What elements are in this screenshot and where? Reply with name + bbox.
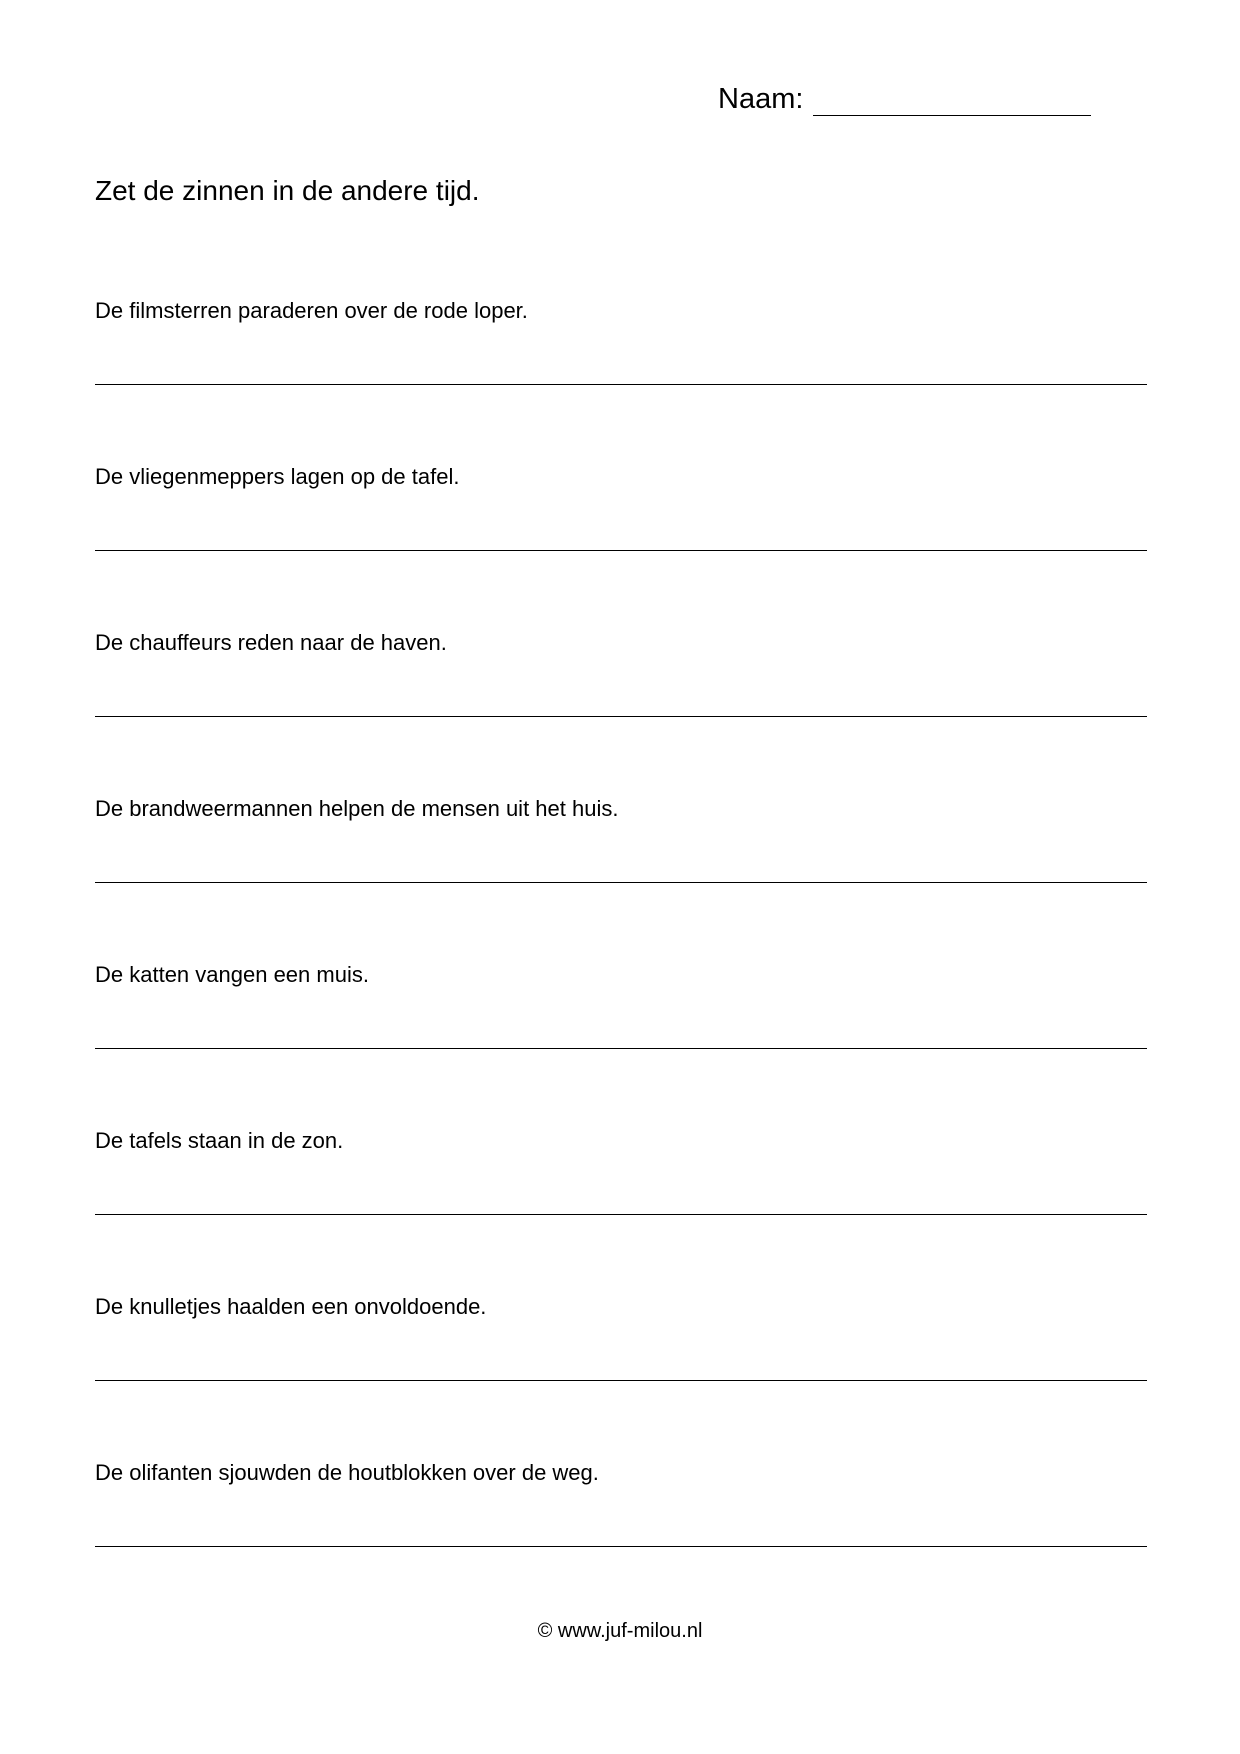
name-field-line (813, 115, 1091, 116)
exercise-sentence: De vliegenmeppers lagen op de tafel. (95, 464, 460, 489)
exercise-sentence: De tafels staan in de zon. (95, 1128, 344, 1153)
answer-line (95, 1546, 1147, 1547)
exercise-sentence: De olifanten sjouwden de houtblokken over de weg. (95, 1460, 599, 1485)
exercise-sentence: De brandweermannen helpen de mensen uit het huis. (95, 796, 619, 821)
exercise-item (95, 298, 1147, 438)
exercise-item (95, 1460, 1147, 1600)
answer-line (95, 1048, 1147, 1049)
exercise-item (95, 464, 1147, 604)
exercise-item (95, 796, 1147, 936)
exercise-sentence: De katten vangen een muis. (95, 962, 369, 987)
answer-line (95, 716, 1147, 717)
answer-line (95, 384, 1147, 385)
name-label: Naam: (718, 83, 804, 115)
answer-line (95, 550, 1147, 551)
copyright-footer: © www.juf-milou.nl (537, 1620, 703, 1642)
exercise-item (95, 1294, 1147, 1434)
exercise-item (95, 1128, 1147, 1268)
instruction-heading: Zet de zinnen in de andere tijd. (95, 175, 480, 206)
answer-line (95, 1380, 1147, 1381)
answer-line (95, 882, 1147, 883)
exercise-sentence: De chauffeurs reden naar de haven. (95, 630, 447, 655)
exercise-item (95, 962, 1147, 1102)
exercise-item (95, 630, 1147, 770)
exercise-sentence: De knulletjes haalden een onvoldoende. (95, 1294, 487, 1319)
answer-line (95, 1214, 1147, 1215)
exercise-sentence: De filmsterren paraderen over de rode loper. (95, 298, 528, 323)
